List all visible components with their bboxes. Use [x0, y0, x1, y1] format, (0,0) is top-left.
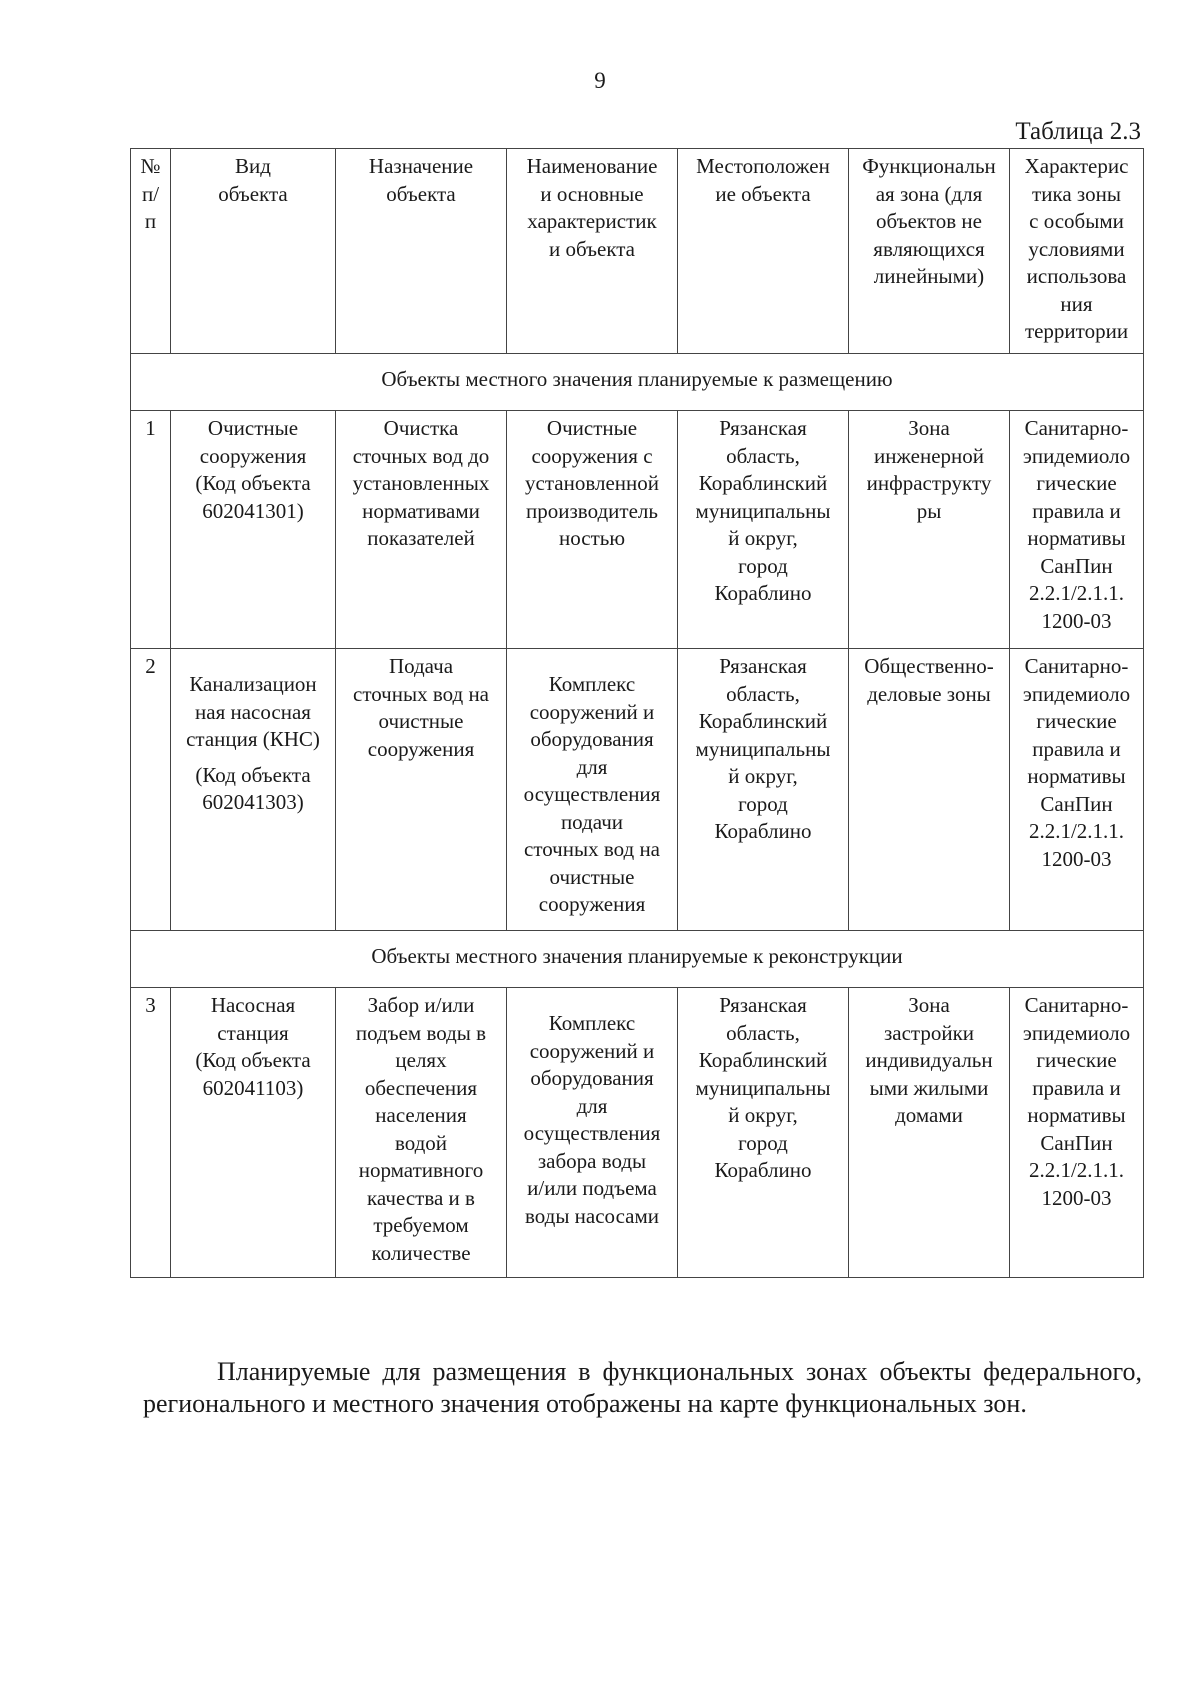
- name-cell: Очистные сооружения с установленной производитель ностью: [507, 411, 678, 649]
- table-row: [131, 988, 1144, 1278]
- zone-cell: Общественно- деловые зоны: [849, 649, 1010, 931]
- row-number: 3: [131, 988, 171, 1278]
- object-type-cell: Канализацион ная насосная станция (КНС) (Код объекта 602041303): [171, 649, 336, 931]
- header-functional-zone: Функциональн ая зона (для объектов не являющихся линейными): [849, 149, 1010, 354]
- page-number: 9: [594, 68, 606, 93]
- purpose-cell: Забор и/или подъем воды в целях обеспечения населения водой нормативного качества и в требуемом количестве: [336, 988, 507, 1278]
- section-row-reconstruction: [131, 931, 1144, 988]
- table-header-row: [131, 149, 1144, 354]
- header-object-type: Вид объекта: [171, 149, 336, 354]
- section-title: Объекты местного значения планируемые к размещению: [131, 354, 1144, 411]
- zone-cell: Зона инженерной инфраструкту ры: [849, 411, 1010, 649]
- location-cell: Рязанская область, Кораблинский муниципальны й округ, город Кораблино: [678, 988, 849, 1278]
- row-number: 2: [131, 649, 171, 931]
- name-cell: Комплекс сооружений и оборудования для осуществления подачи сточных вод на очистные сооружения: [507, 649, 678, 931]
- zone-cell: Зона застройки индивидуальн ыми жилыми домами: [849, 988, 1010, 1278]
- row-number: 1: [131, 411, 171, 649]
- object-type-cell: Очистные сооружения (Код объекта 602041301): [171, 411, 336, 649]
- section-title: Объекты местного значения планируемые к реконструкции: [131, 931, 1144, 988]
- object-type-cell: Насосная станция (Код объекта 602041103): [171, 988, 336, 1278]
- location-cell: Рязанская область, Кораблинский муниципальны й округ, город Кораблино: [678, 649, 849, 931]
- location-cell: Рязанская область, Кораблинский муниципальны й округ, город Кораблино: [678, 411, 849, 649]
- purpose-cell: Очистка сточных вод до установленных нормативами показателей: [336, 411, 507, 649]
- body-paragraph: Планируемые для размещения в функциональных зонах объекты федерального, регионального и местного значения отображены на карте функциональных зон.: [143, 1357, 1142, 1418]
- header-location: Местоположен ие объекта: [678, 149, 849, 354]
- purpose-cell: Подача сточных вод на очистные сооружения: [336, 649, 507, 931]
- header-zone-restrictions: Характерис тика зоны с особыми условиями использова ния территории: [1010, 149, 1144, 354]
- table-row: [131, 411, 1144, 649]
- objects-table: [130, 148, 1144, 1278]
- name-cell: Комплекс сооружений и оборудования для осуществления забора воды и/или подъема воды насосами: [507, 988, 678, 1278]
- table-row: [131, 649, 1144, 931]
- header-number: № п/ п: [131, 149, 171, 354]
- header-name: Наименование и основные характеристик и объекта: [507, 149, 678, 354]
- header-purpose: Назначение объекта: [336, 149, 507, 354]
- restrictions-cell: Санитарно- эпидемиоло гические правила и нормативы СанПин 2.2.1/2.1.1. 1200-03: [1010, 649, 1144, 931]
- restrictions-cell: Санитарно- эпидемиоло гические правила и нормативы СанПин 2.2.1/2.1.1. 1200-03: [1010, 411, 1144, 649]
- restrictions-cell: Санитарно- эпидемиоло гические правила и нормативы СанПин 2.2.1/2.1.1. 1200-03: [1010, 988, 1144, 1278]
- section-row-placement: [131, 354, 1144, 411]
- table-caption: Таблица 2.3: [1015, 118, 1141, 145]
